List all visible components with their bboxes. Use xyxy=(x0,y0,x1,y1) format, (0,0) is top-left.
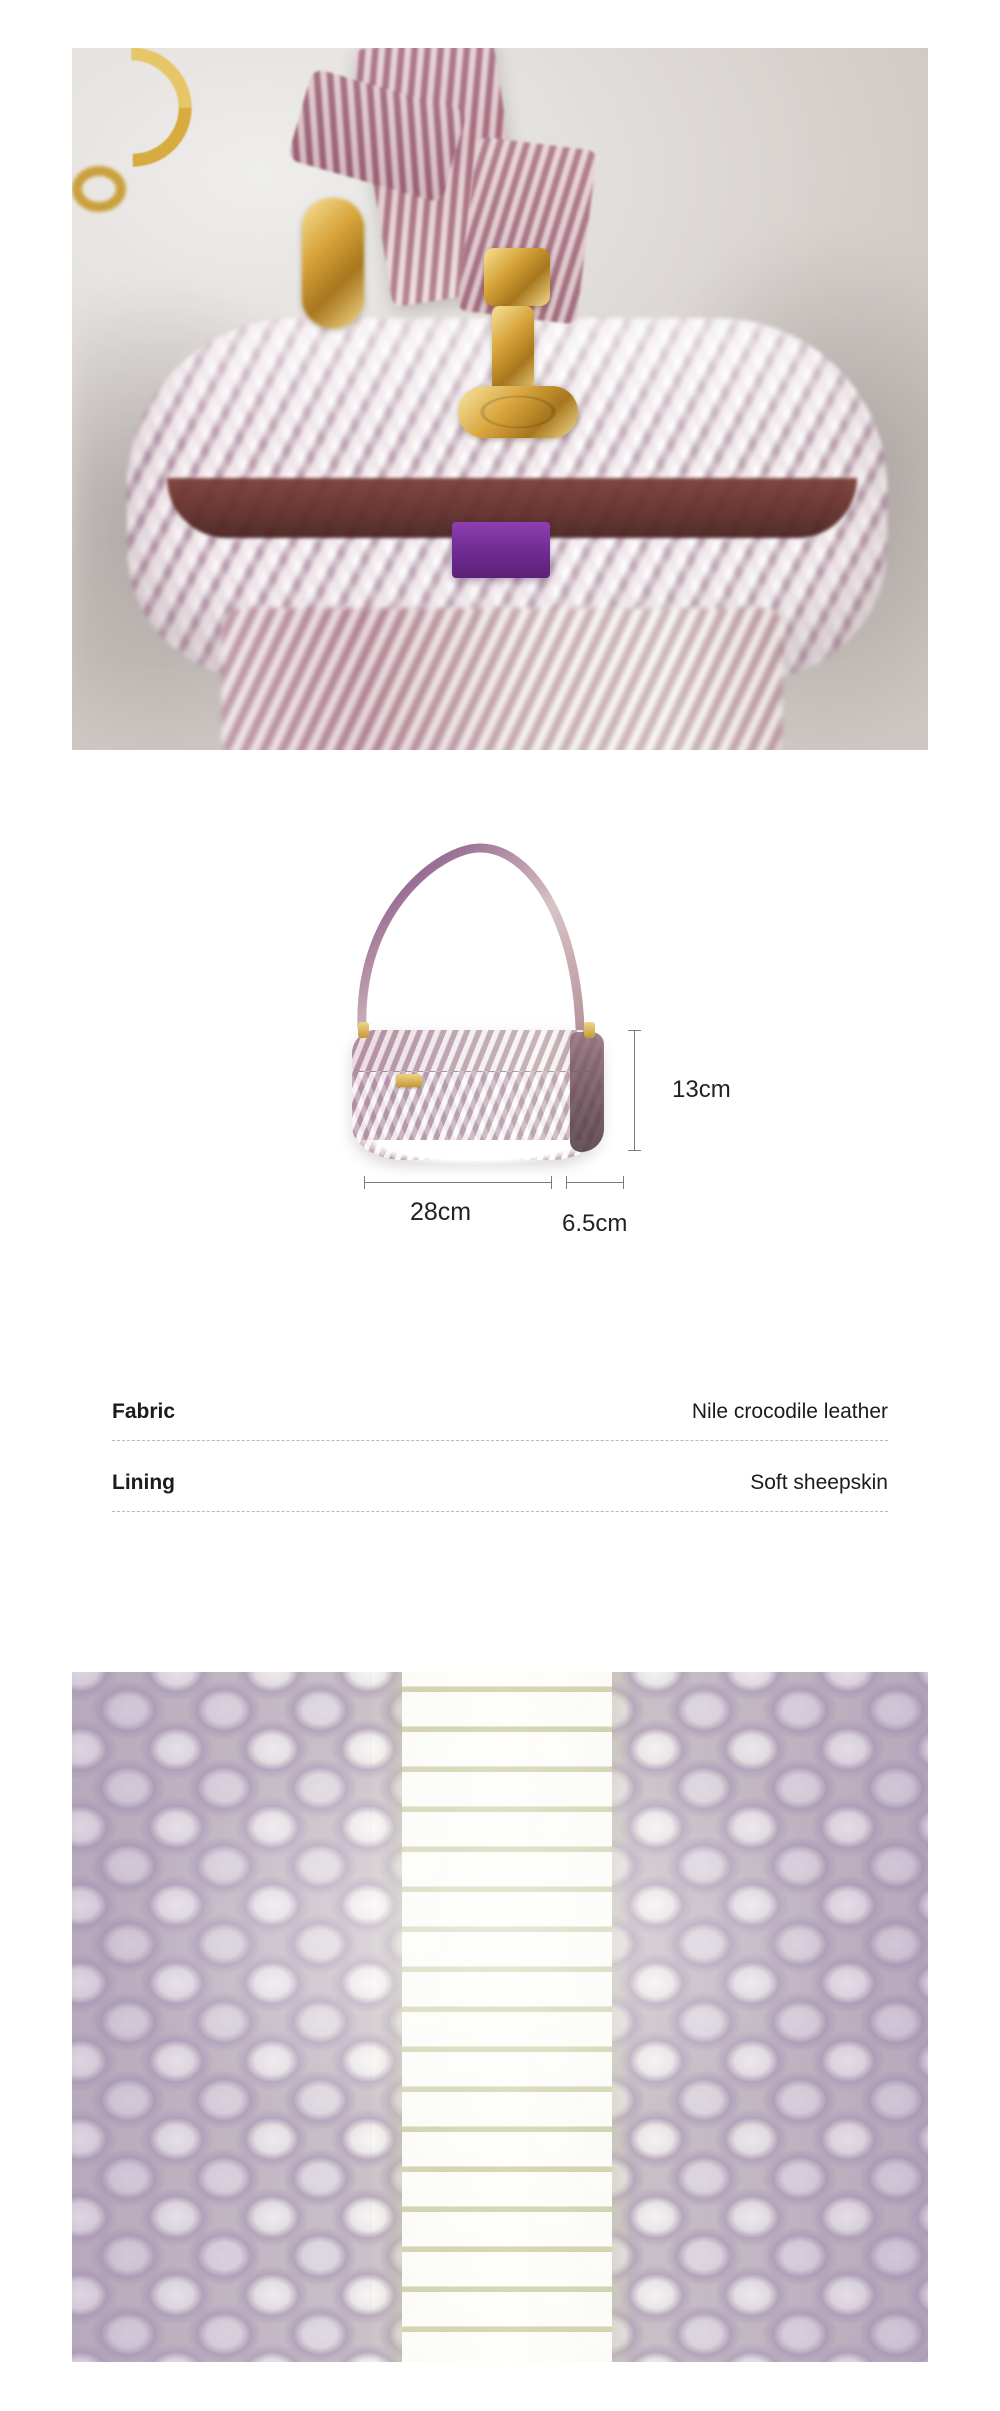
spec-key-fabric: Fabric xyxy=(112,1400,176,1423)
depth-dimension-cap-left xyxy=(566,1176,567,1189)
hero-detail-photo xyxy=(72,48,928,750)
purple-leather-tab xyxy=(452,522,550,578)
height-dimension-cap-bottom xyxy=(628,1150,641,1151)
gold-small-ring-icon xyxy=(72,166,126,212)
spec-key-lining: Lining xyxy=(112,1471,175,1494)
table-row xyxy=(112,1400,888,1440)
row-divider xyxy=(112,1511,888,1512)
leather-texture-photo xyxy=(72,1672,928,2362)
spec-value-fabric: Nile crocodile leather xyxy=(691,1400,888,1423)
gold-bar-icon xyxy=(492,306,534,398)
bag-flap xyxy=(352,1030,602,1072)
width-dimension-label: 28cm xyxy=(410,1198,472,1226)
strap-anchor-right-icon xyxy=(584,1022,595,1038)
gold-horsebit-loop-icon xyxy=(458,386,578,438)
height-dimension-cap-top xyxy=(628,1030,641,1031)
specification-table xyxy=(112,1400,888,1542)
depth-dimension-cap-right xyxy=(623,1176,624,1189)
gold-ring-left-icon xyxy=(302,198,364,328)
width-dimension-line xyxy=(364,1182,552,1183)
strap-anchor-left-icon xyxy=(358,1022,369,1038)
height-dimension-line xyxy=(634,1030,635,1150)
gold-hook-block-icon xyxy=(484,248,550,306)
bag-lower-panel xyxy=(222,608,782,750)
depth-dimension-label: 6.5cm xyxy=(562,1210,628,1237)
row-divider xyxy=(112,1440,888,1441)
bag-silhouette xyxy=(352,1030,602,1160)
height-dimension-label: 13cm xyxy=(672,1076,731,1103)
table-row xyxy=(112,1471,888,1511)
width-dimension-cap-left xyxy=(364,1176,365,1189)
dimension-figure xyxy=(0,790,1000,1350)
bag-lock-hardware-icon xyxy=(396,1074,422,1087)
texture-highlight-sheen xyxy=(72,1672,928,2362)
width-dimension-cap-right xyxy=(551,1176,552,1189)
depth-dimension-line xyxy=(566,1182,624,1183)
spec-value-lining: Soft sheepskin xyxy=(750,1471,888,1494)
bag-side-gusset xyxy=(570,1032,604,1152)
